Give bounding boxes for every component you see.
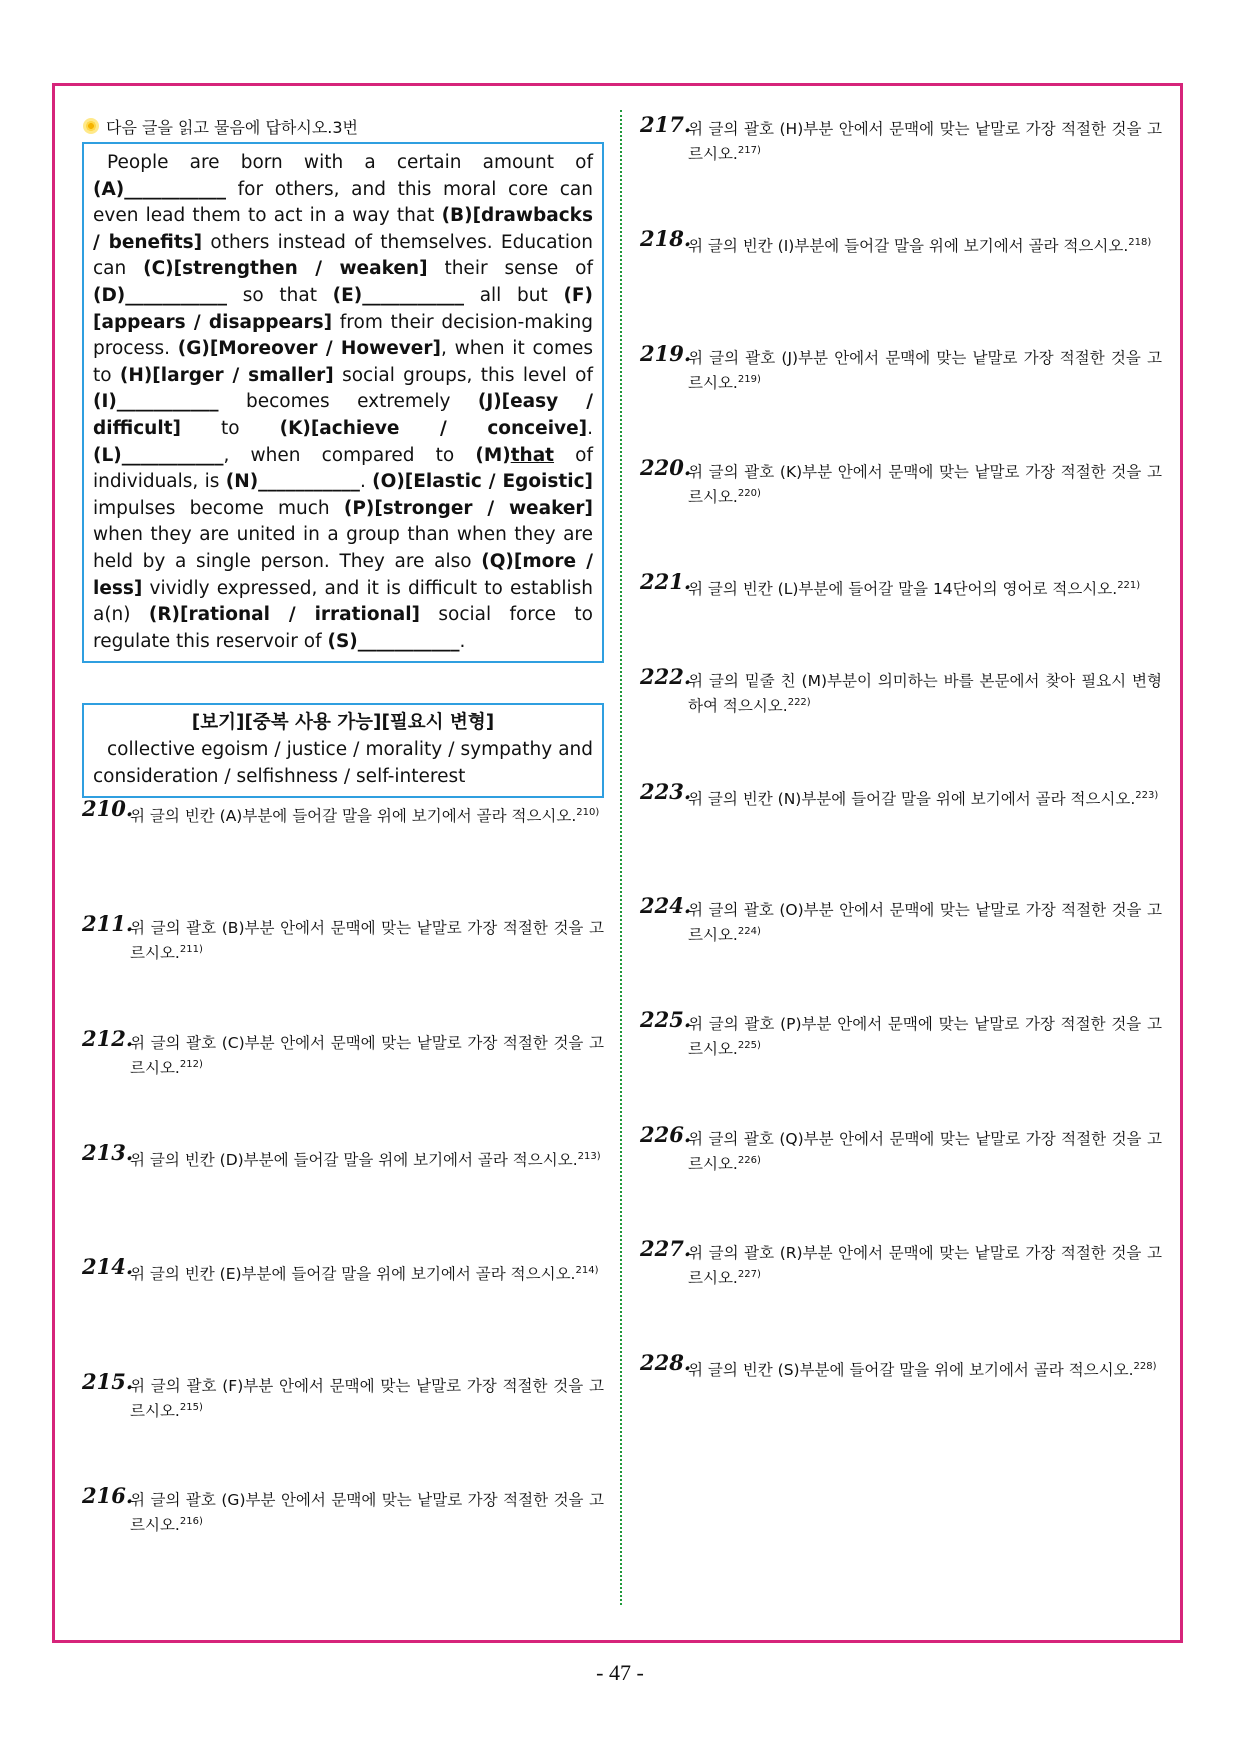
question-ref: 221) (1117, 580, 1141, 591)
question-number: 210. (82, 796, 134, 821)
question-number: 222. (640, 664, 692, 689)
blank-d: (D)___________ (93, 284, 228, 306)
question-222 (640, 664, 1162, 717)
left-column (82, 112, 604, 798)
question-217 (640, 112, 1162, 165)
question-ref: 219) (737, 374, 761, 385)
question-224 (640, 893, 1162, 946)
question-ref: 220) (737, 488, 761, 499)
passage-segment: . (359, 471, 373, 493)
question-number: 215. (82, 1369, 134, 1394)
question-ref: 225) (737, 1040, 761, 1051)
passage-segment: . (459, 630, 466, 652)
question-211 (82, 911, 604, 964)
question-ref: 228) (1133, 1361, 1157, 1372)
passage-segment: their sense of (427, 258, 593, 280)
passage-segment: for others, and this moral core can even lead them to act in a way that (93, 178, 593, 227)
question-number: 213. (82, 1140, 134, 1165)
word-bank-box (82, 703, 604, 798)
passage-segment: others instead of themselves. Education can (93, 231, 594, 280)
question-text: 위 글의 빈칸 (S)부분에 들어갈 말을 위에 보기에서 골라 적으시오. (688, 1361, 1134, 1380)
question-number: 223. (640, 779, 692, 804)
question-number: 228. (640, 1350, 692, 1375)
question-215 (82, 1369, 604, 1422)
question-text: 위 글의 빈칸 (N)부분에 들어갈 말을 위에 보기에서 골라 적으시오. (688, 790, 1136, 809)
passage-text (93, 150, 593, 655)
blank-l: (L)___________ (93, 444, 224, 466)
question-text: 위 글의 괄호 (C)부분 안에서 문맥에 맞는 낱말로 가장 적절한 것을 고르시오. (130, 1034, 604, 1078)
choice-b: (B)[drawbacks / benefits] (93, 205, 593, 253)
passage-segment: social force to regulate this reservoir of (93, 604, 593, 652)
question-number: 224. (640, 893, 692, 918)
question-ref: 227) (737, 1269, 761, 1280)
question-ref: 222) (787, 697, 811, 708)
word-bank-words: collective egoism / justice / morality / sympathy and consideration / selfishness / self-interest (93, 739, 593, 788)
question-210 (82, 796, 604, 827)
question-text: 위 글의 괄호 (Q)부분 안에서 문맥에 맞는 낱말로 가장 적절한 것을 고르시오. (688, 1130, 1162, 1174)
question-text: 위 글의 빈칸 (D)부분에 들어갈 말을 위에 보기에서 골라 적으시오. (130, 1151, 578, 1170)
question-text: 위 글의 괄호 (J)부분 안에서 문맥에 맞는 낱말로 가장 적절한 것을 고르시오. (688, 349, 1162, 393)
passage-segment: all but (463, 284, 564, 306)
question-228 (640, 1350, 1162, 1381)
question-number: 217. (640, 112, 692, 137)
question-ref: 223) (1135, 790, 1159, 801)
instruction (82, 112, 604, 140)
passage-segment: impulses become much (93, 497, 344, 519)
passage-segment: becomes extremely (218, 391, 478, 413)
question-ref: 215) (179, 1402, 203, 1413)
blank-n: (N)___________ (225, 471, 360, 493)
blank-i: (I)___________ (93, 391, 219, 413)
question-219 (640, 341, 1162, 394)
passage-box (82, 142, 604, 663)
question-ref: 210) (576, 807, 600, 818)
question-216 (82, 1483, 604, 1536)
question-number: 225. (640, 1007, 692, 1032)
question-ref: 214) (575, 1265, 599, 1276)
question-text: 위 글의 괄호 (R)부분 안에서 문맥에 맞는 낱말로 가장 적절한 것을 고르시오. (688, 1244, 1162, 1288)
underline-m-label: (M) (475, 444, 511, 466)
choice-o: (O)[Elastic / Egoistic] (372, 471, 594, 493)
question-223 (640, 779, 1162, 810)
question-text: 위 글의 괄호 (B)부분 안에서 문맥에 맞는 낱말로 가장 적절한 것을 고르시오. (130, 919, 604, 963)
choice-r: (R)[rational / irrational] (148, 604, 420, 626)
question-ref: 213) (577, 1151, 601, 1162)
question-ref: 217) (737, 145, 761, 156)
question-text: 위 글의 괄호 (K)부분 안에서 문맥에 맞는 낱말로 가장 적절한 것을 고르시오. (688, 463, 1162, 507)
question-number: 211. (82, 911, 134, 936)
question-ref: 226) (737, 1155, 761, 1166)
question-227 (640, 1236, 1162, 1289)
passage-segment: , when it comes to (93, 338, 593, 386)
question-ref: 216) (179, 1516, 203, 1527)
question-text: 위 글의 빈칸 (I)부분에 들어갈 말을 위에 보기에서 골라 적으시오. (688, 237, 1129, 256)
question-text: 위 글의 밑줄 친 (M)부분이 의미하는 바를 본문에서 찾아 필요시 변형하여 적으시오. (688, 672, 1162, 716)
question-number: 220. (640, 455, 692, 480)
choice-j: (J)[easy / difficult] (93, 391, 593, 439)
passage-segment: vividly expressed, and it is difficult to establish a(n) (93, 577, 593, 626)
passage-segment: social groups, this level of (333, 364, 593, 386)
blank-e: (E)___________ (332, 284, 464, 306)
word-bank-title: [보기][중복 사용 가능][필요시 변형] (191, 712, 495, 734)
passage-segment: from their decision-making process. (93, 311, 593, 360)
choice-p: (P)[stronger / weaker] (343, 497, 593, 519)
question-213 (82, 1140, 604, 1171)
question-226 (640, 1122, 1162, 1175)
question-number: 219. (640, 341, 692, 366)
passage-segment: so that (227, 284, 333, 306)
question-number: 218. (640, 226, 692, 251)
question-ref: 211) (179, 944, 203, 955)
question-221 (640, 569, 1162, 600)
question-number: 214. (82, 1254, 134, 1279)
question-text: 위 글의 괄호 (P)부분 안에서 문맥에 맞는 낱말로 가장 적절한 것을 고르시오. (688, 1015, 1162, 1059)
question-text: 위 글의 빈칸 (E)부분에 들어갈 말을 위에 보기에서 골라 적으시오. (130, 1265, 576, 1284)
question-number: 221. (640, 569, 692, 594)
question-ref: 218) (1128, 237, 1152, 248)
question-212 (82, 1026, 604, 1079)
passage-segment: to (181, 417, 280, 439)
page-number: - 47 - (596, 1660, 644, 1685)
blank-a: (A)___________ (93, 178, 226, 200)
choice-k: (K)[achieve / conceive] (279, 417, 588, 439)
question-text: 위 글의 괄호 (G)부분 안에서 문맥에 맞는 낱말로 가장 적절한 것을 고르시오. (130, 1491, 604, 1535)
passage-segment: . (587, 417, 593, 439)
passage-segment: of individuals, is (93, 444, 594, 493)
question-number: 212. (82, 1026, 134, 1051)
instruction-text: 다음 글을 읽고 물음에 답하시오.3번 (106, 117, 358, 137)
question-text: 위 글의 괄호 (H)부분 안에서 문맥에 맞는 낱말로 가장 적절한 것을 고르시오. (688, 120, 1162, 164)
column-divider (620, 110, 622, 1605)
choice-f: (F)[appears / disappears] (93, 284, 593, 333)
choice-g: (G)[Moreover / However] (177, 338, 441, 360)
passage-segment: when they are united in a group than when they are held by a single person. They are also (93, 524, 593, 572)
question-number: 216. (82, 1483, 134, 1508)
question-220 (640, 455, 1162, 508)
question-text: 위 글의 괄호 (F)부분 안에서 문맥에 맞는 낱말로 가장 적절한 것을 고르시오. (130, 1377, 604, 1421)
question-number: 227. (640, 1236, 692, 1261)
underline-m-word: that (510, 444, 555, 466)
blank-s: (S)___________ (327, 630, 460, 652)
question-text: 위 글의 빈칸 (L)부분에 들어갈 말을 14단어의 영어로 적으시오. (688, 580, 1118, 599)
question-ref: 212) (179, 1059, 203, 1070)
choice-q: (Q)[more / less] (93, 550, 593, 599)
question-text: 위 글의 괄호 (O)부분 안에서 문맥에 맞는 낱말로 가장 적절한 것을 고르시오. (688, 901, 1162, 945)
question-text: 위 글의 빈칸 (A)부분에 들어갈 말을 위에 보기에서 골라 적으시오. (130, 807, 577, 826)
choice-c: (C)[strengthen / weaken] (143, 258, 428, 280)
question-214 (82, 1254, 604, 1285)
question-218 (640, 226, 1162, 257)
question-225 (640, 1007, 1162, 1060)
choice-h: (H)[larger / smaller] (119, 364, 334, 386)
passage-segment: People are born with a certain amount of (107, 152, 593, 173)
question-ref: 224) (737, 926, 761, 937)
passage-segment: , when compared to (223, 444, 476, 466)
flower-icon (82, 117, 100, 135)
question-number: 226. (640, 1122, 692, 1147)
